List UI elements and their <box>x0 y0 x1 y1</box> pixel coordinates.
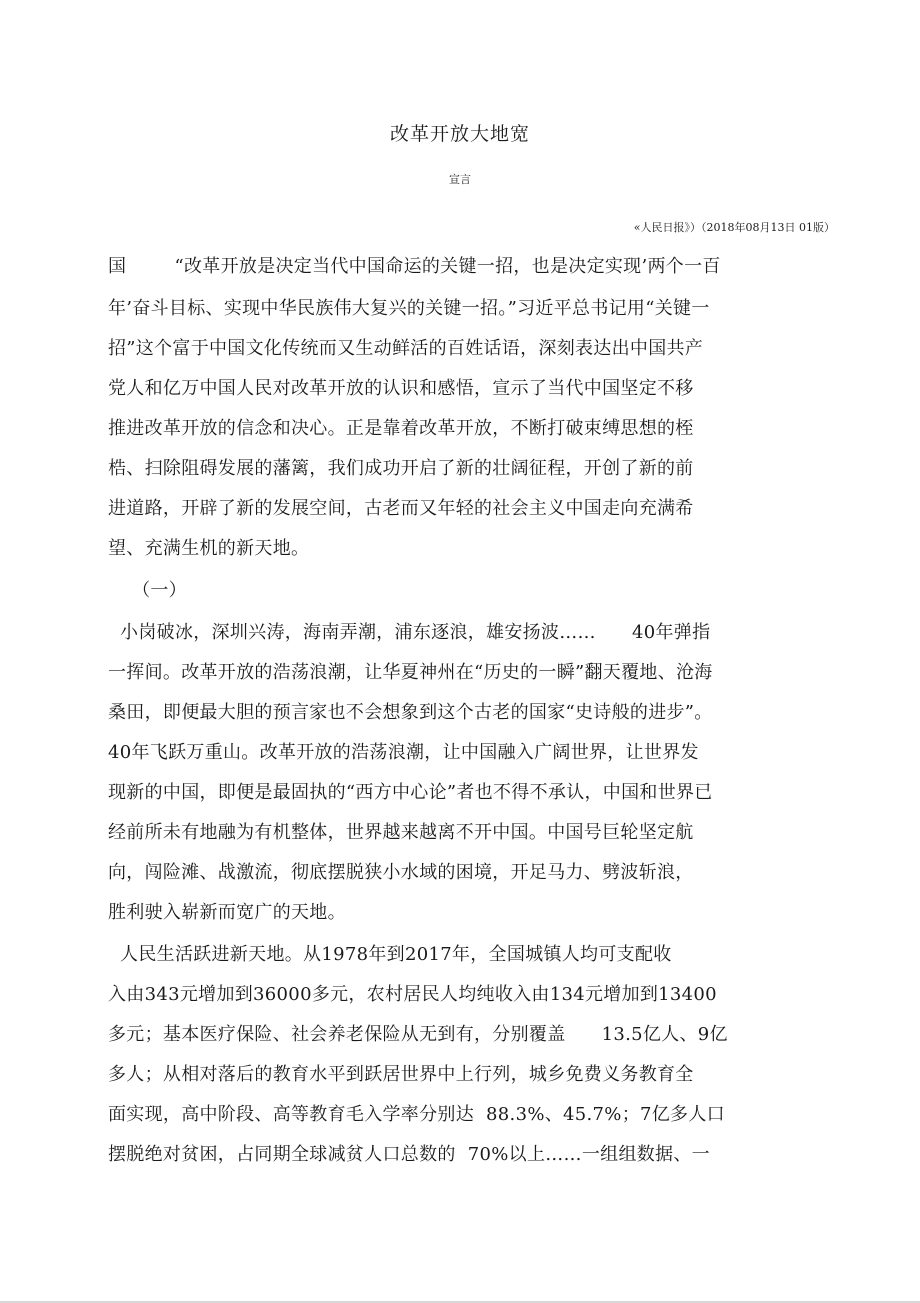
article-source: «人民日报》）（2018年08月13日 01版） <box>633 221 835 234</box>
body-line: 入由343元增加到36000多元，农村居民人均纯收入由134元增加到13400 <box>108 984 717 1005</box>
body-line: 现新的中国，即便是最固执的“西方中心论”者也不得不承认，中国和世界已 <box>108 782 713 803</box>
body-line: 40年飞跃万重山。改革开放的浩荡浪潮，让中国融入广阔世界，让世界发 <box>108 742 699 763</box>
body-line: 人民生活跃进新天地。从1978年到2017年，全国城镇人均可支配收 <box>108 944 672 965</box>
body-line: 多元；基本医疗保险、社会养老保险从无到有，分别覆盖 13.5亿人、9亿 <box>108 1024 728 1045</box>
body-line: 小岗破冰，深圳兴涛，海南弄潮，浦东逐浪，雄安扬波…… 40年弹指 <box>108 622 711 643</box>
body-line: 一挥间。改革开放的浩荡浪潮，让华夏神州在“历史的一瞬”翻天覆地、沧海 <box>108 662 713 683</box>
body-line: 桑田，即便最大胆的预言家也不会想象到这个古老的国家“史诗般的进步”。 <box>108 702 713 723</box>
body-line: 推进改革开放的信念和决心。正是靠着改革开放，不断打破束缚思想的桎 <box>108 418 694 439</box>
body-line: 摆脱绝对贫困，占同期全球减贫人口总数的 70%以上……一组组数据、一 <box>108 1144 710 1165</box>
body-line: 国 “改革开放是决定当代中国命运的关键一招，也是决定实现’两个一百 <box>108 256 721 277</box>
body-line: 经前所未有地融为有机整体，世界越来越离不开中国。中国号巨轮坚定航 <box>108 822 694 843</box>
body-line: 望、充满生机的新天地。 <box>108 538 310 559</box>
body-line: 进道路，开辟了新的发展空间，古老而又年轻的社会主义中国走向充满希 <box>108 498 694 519</box>
body-line: 年’奋斗目标、实现中华民族伟大复兴的关键一招。”习近平总书记用“关键一 <box>108 298 710 319</box>
body-line: 面实现，高中阶段、高等教育毛入学率分别达 88.3%、45.7%；7亿多人口 <box>108 1104 725 1125</box>
body-line: 梏、扫除阻碍发展的藩篱，我们成功开启了新的壮阔征程，开创了新的前 <box>108 458 694 479</box>
section-heading: （一） <box>108 580 187 601</box>
article-title: 改革开放大地宽 <box>389 123 530 145</box>
body-line: 招”这个富于中国文化传统而又生动鲜活的百姓话语，深刻表达出中国共产 <box>108 338 704 359</box>
article-author: 宣言 <box>449 173 471 186</box>
body-line: 党人和亿万中国人民对改革开放的认识和感悟，宣示了当代中国坚定不移 <box>108 378 694 399</box>
body-line: 向，闯险滩、战激流，彻底摆脱狭小水域的困境，开足马力、劈波斩浪， <box>108 862 694 883</box>
body-line: 胜利驶入崭新而宽广的天地。 <box>108 902 346 923</box>
body-line: 多人；从相对落后的教育水平到跃居世界中上行列，城乡免费义务教育全 <box>108 1064 694 1085</box>
